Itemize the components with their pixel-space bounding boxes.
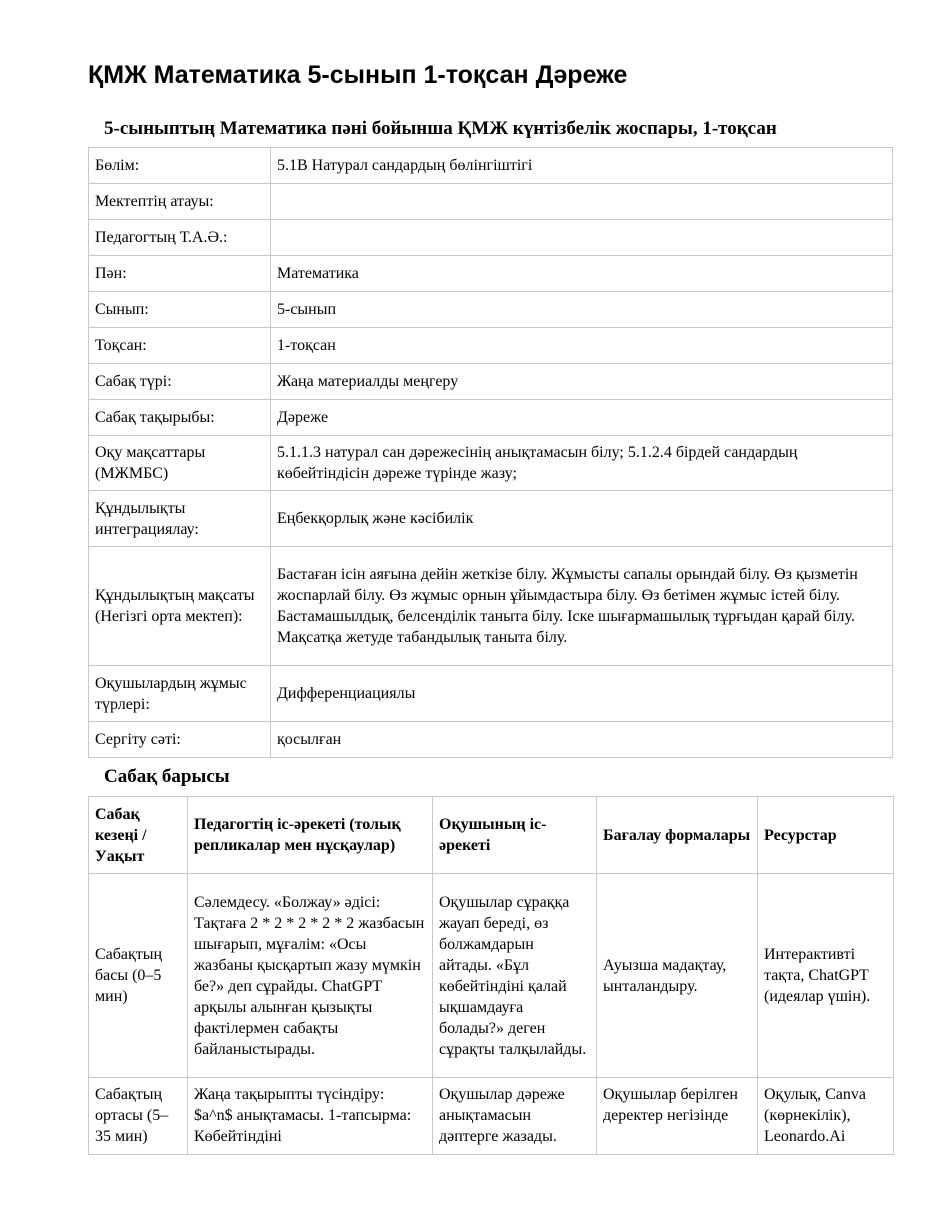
info-label: Тоқсан: [89,328,271,364]
document-title: ҚМЖ Математика 5-сынып 1-тоқсан Дәреже [88,61,628,89]
info-label: Сергіту сәті: [89,722,271,758]
info-row-teacher [89,220,893,256]
info-value: қосылған [271,722,893,758]
info-value: 5.1В Натурал сандардың бөлінгіштігі [271,148,893,184]
info-label: Мектептің атауы: [89,184,271,220]
info-value: 1-тоқсан [271,328,893,364]
teacher-activity-cell: Жаңа тақырыпты түсіндіру: $a^n$ анықтамасы. 1-тапсырма: Көбейтіндіні [188,1078,433,1155]
info-label: Пән: [89,256,271,292]
student-activity-cell: Оқушылар дәреже анықтамасын дәптерге жазады. [433,1078,597,1155]
info-label: Оқу мақсаттары (МЖМБС) [89,436,271,491]
resources-cell: Оқулық, Canva (көрнекілік), Leonardo.Ai [758,1078,894,1155]
info-value: Дифференциациялы [271,666,893,722]
table-row [89,1078,894,1155]
info-row-lesson-type [89,364,893,400]
info-value [271,220,893,256]
info-value: 5-сынып [271,292,893,328]
info-label: Сабақ тақырыбы: [89,400,271,436]
header-teacher-activity: Педагогтің іс-әрекеті (толық репликалар мен нұсқаулар) [188,797,433,874]
assessment-cell: Ауызша мадақтау, ынталандыру. [597,874,758,1078]
lesson-info-table [88,147,893,758]
info-row-section [89,148,893,184]
plan-heading: 5-сыныптың Математика пәні бойынша ҚМЖ күнтізбелік жоспары, 1-тоқсан [104,118,777,139]
info-label: Сынып: [89,292,271,328]
info-label: Бөлім: [89,148,271,184]
header-student-activity: Оқушының іс-әрекеті [433,797,597,874]
info-row-learning-objectives [89,436,893,491]
info-row-lesson-topic [89,400,893,436]
info-label: Оқушылардың жұмыс түрлері: [89,666,271,722]
header-assessment: Бағалау формалары [597,797,758,874]
info-value: Математика [271,256,893,292]
header-stage-time: Сабақ кезеңі / Уақыт [89,797,188,874]
table-row [89,874,894,1078]
info-row-quarter [89,328,893,364]
stage-cell: Сабақтың басы (0–5 мин) [89,874,188,1078]
lesson-flow-table [88,796,894,1155]
info-value: Дәреже [271,400,893,436]
info-row-value-goal [89,547,893,666]
info-label: Сабақ түрі: [89,364,271,400]
info-label: Құндылықты интеграциялау: [89,491,271,547]
info-value: 5.1.1.3 натурал сан дәрежесінің анықтамасын білу; 5.1.2.4 бірдей сандардың көбейтіндісін дәреже түрінде жазу; [271,436,893,491]
info-label: Құндылықтың мақсаты (Негізгі орта мектеп): [89,547,271,666]
info-value [271,184,893,220]
lesson-flow-heading: Сабақ барысы [104,766,230,787]
info-label: Педагогтың Т.А.Ә.: [89,220,271,256]
info-row-work-types [89,666,893,722]
assessment-cell: Оқушылар берілген деректер негізінде [597,1078,758,1155]
info-row-grade [89,292,893,328]
info-value: Жаңа материалды меңгеру [271,364,893,400]
info-row-subject [89,256,893,292]
lesson-table-header [89,797,894,874]
header-resources: Ресурстар [758,797,894,874]
info-row-break [89,722,893,758]
info-row-value-integration [89,491,893,547]
teacher-activity-cell: Сәлемдесу. «Болжау» әдісі: Тақтаға 2 * 2 * 2 * 2 * 2 жазбасын шығарып, мұғалім: «Осы жазбаны қысқартып жазу мүмкін бе?» деп сұрайды. ChatGPT арқылы алынған қызықты фактілермен сабақты байланыстырады. [188,874,433,1078]
stage-cell: Сабақтың ортасы (5–35 мин) [89,1078,188,1155]
info-value: Еңбекқорлық және кәсібилік [271,491,893,547]
student-activity-cell: Оқушылар сұраққа жауап береді, өз болжамдарын айтады. «Бұл көбейтіндіні қалай ықшамдауға болады?» деген сұрақты талқылайды. [433,874,597,1078]
info-row-school [89,184,893,220]
resources-cell: Интерактивті тақта, ChatGPT (идеялар үшін). [758,874,894,1078]
info-value: Бастаған ісін аяғына дейін жеткізе білу. Жұмысты сапалы орындай білу. Өз қызметін жоспарлай білу. Өз жұмыс орнын ұйымдастыра білу. Өз бетімен жұмыс істей білу. Бастамашылдық, белсенділік таныта білу. Іске шығармашылық тұрғыдан қарай білу. Мақсатқа жетуде табандылық таныта білу. [271,547,893,666]
